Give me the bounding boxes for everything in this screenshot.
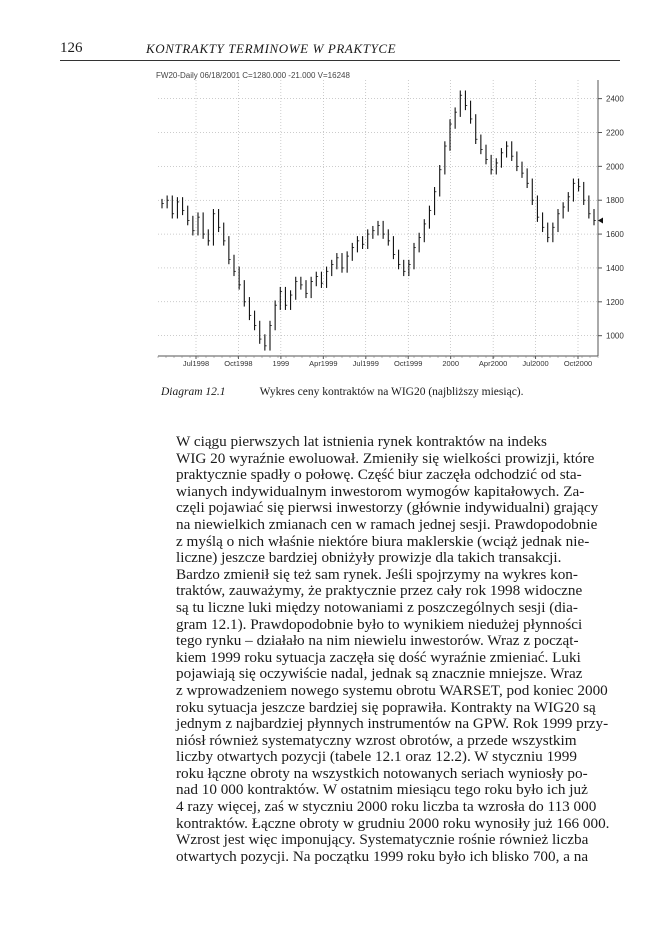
text-line: Bardzo zmienił się też sam rynek. Jeśli spojrzymy na wykres kon- [176,565,578,583]
last-price-marker [598,218,603,224]
x-tick-label: Apr2000 [478,359,508,368]
x-tick-label: Jul1998 [182,359,210,368]
text-line: roku sytuacja jeszcze bardziej się poprawiła. Kontrakty na WIG20 są [176,698,596,716]
text-line: traktów, zauważymy, że praktycznie przez cały rok 1998 widoczne [176,582,583,600]
page-number: 126 [60,40,83,56]
y-tick-label: 1200 [606,297,624,307]
text-line: z wprowadzeniem nowego systemu obrotu WARSET, pod koniec 2000 [176,681,608,699]
text-line: W ciągu pierwszych lat istnienia rynek kontraktów na indeks [176,433,547,450]
x-tick-label: Jul1999 [352,359,379,368]
text-line: nad 10 000 kontraktów. W ostatnim miesiącu tego roku było ich już [176,781,588,799]
page-header [60,40,620,61]
text-line: Wzrost jest więc imponujący. Systematycznie rośnie również liczba [176,831,589,849]
x-tick-label: Oct1998 [224,359,253,368]
figure-caption [161,386,621,398]
chart-svg [146,68,638,368]
x-tick-label: Oct1999 [394,359,423,368]
text-line: otwartych pozycji. Na początku 1999 roku było ich blisko 700, a na [176,847,589,865]
chart-info: FW20-Daily 06/18/2001 C=1280.000 -21.000 V=16248 [156,71,350,80]
y-tick-label: 1800 [606,196,624,206]
text-line: kontraktów. Łączne obroty w grudniu 2000 roku wynosiły już 166 000. [176,814,610,832]
text-line: WIG 20 wyraźnie ewoluował. Zmieniły się wielkości prowizji, które [176,449,595,467]
body-text [160,434,629,865]
text-line: na niewielkich zmianach cen w ramach jednej sesji. Prawdopodobnie [176,515,598,533]
y-tick-label: 2400 [606,94,624,104]
text-line: częli pojawiać się pierwsi inwestorzy (głównie indywidualni) grający [176,499,599,517]
caption-label: Diagram 12.1 [161,386,226,398]
text-line: z myślą o nich właśnie niektóre biura maklerskie (wciąż jednak nie- [176,532,590,550]
text-line: roku łączne obroty na wszystkich notowanych seriach wyniosły po- [176,764,588,782]
y-tick-label: 2000 [606,162,624,172]
text-line: niósł również systematyczny wzrost obrotów, a przede wszystkim [176,731,577,749]
paragraph [160,434,629,567]
text-line: jednym z najbardziej płynnych instrumentów na GPW. Rok 1999 przy- [176,715,609,733]
text-line: liczne) jeszcze bardziej obniżyły prowizje dla takich transakcji. [176,549,562,567]
x-tick-label: 2000 [442,359,460,368]
text-line: tego rynku – działało na nim niewielu inwestorów. Wraz z począt- [176,632,579,650]
text-line: liczby otwartych pozycji (tabele 12.1 oraz 12.2). W styczniu 1999 [176,748,577,766]
paragraph [160,567,629,866]
y-tick-label: 1400 [606,263,624,273]
text-line: gram 12.1). Prawdopodobnie było to wynikiem niedużej płynności [176,615,583,633]
caption-text: Wykres ceny kontraktów na WIG20 (najbliższy miesiąc). [259,386,524,398]
price-chart [146,68,638,368]
text-line: 4 razy więcej, zaś w styczniu 2000 roku liczba ta wzrosła do 113 000 [176,798,597,816]
text-line: pojawiają się oczywiście nadal, jednak są znacznie mniejsze. Wraz [176,665,583,683]
x-tick-label: 1999 [272,359,290,368]
running-head: KONTRAKTY TERMINOWE W PRAKTYCE [146,41,397,56]
y-tick-label: 1600 [606,230,624,240]
text-line: wianych indywidualnym inwestorom wymogów kapitałowych. Za- [176,482,585,500]
text-line: praktycznie spadły o połowę. Część biur zaczęła odchodzić od sta- [176,466,582,484]
text-line: są tu liczne luki między notowaniami z poszczególnych sesji (dia- [176,598,578,616]
y-tick-label: 2200 [606,128,624,138]
x-tick-label: Oct2000 [563,359,593,368]
y-tick-label: 1000 [606,331,624,341]
text-line: kiem 1999 roku sytuacja zaczęła się dość wyraźnie zmieniać. Luki [176,648,581,666]
x-tick-label: Apr1999 [309,359,338,368]
x-tick-label: Jul2000 [522,359,549,368]
